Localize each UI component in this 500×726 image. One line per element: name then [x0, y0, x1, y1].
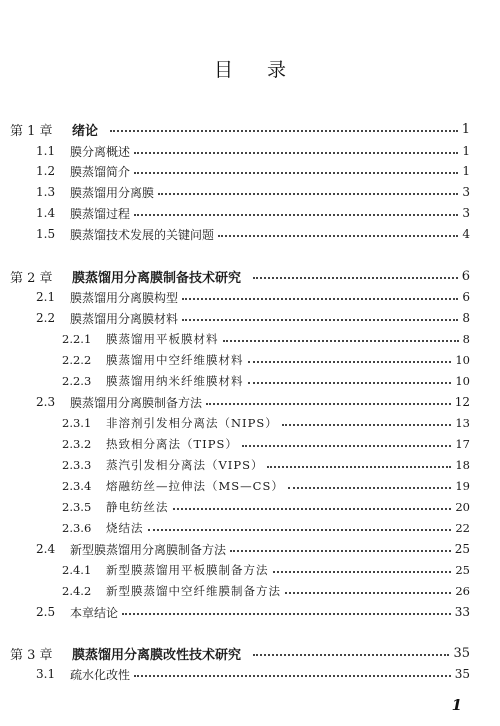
- toc-entry-title: 热致相分离法（TIPS）: [106, 437, 238, 451]
- toc-entry-number: 1.5: [36, 227, 56, 241]
- toc-entry-page: 35: [454, 667, 470, 681]
- toc-subsection-2-4-1[interactable]: [62, 560, 470, 580]
- toc-entry-number: 3.1: [36, 667, 56, 681]
- toc-entry-title: 膜蒸馏用平板膜材料: [106, 332, 219, 346]
- toc-section-3-1[interactable]: [36, 664, 470, 684]
- page-title: 目 录: [213, 59, 301, 81]
- dot-leader: [110, 130, 458, 132]
- dot-leader: [267, 466, 451, 468]
- toc-entry-page: 25: [454, 542, 470, 556]
- dot-leader: [218, 235, 458, 237]
- dot-leader: [248, 361, 452, 363]
- dot-leader: [253, 654, 449, 656]
- toc-entry-title: 蒸汽引发相分离法（VIPS）: [106, 458, 264, 472]
- toc-subsection-2-2-1[interactable]: [62, 329, 470, 349]
- dot-leader: [223, 340, 459, 342]
- toc-entry-number: 2.3.1: [62, 416, 92, 430]
- toc-section-1-3[interactable]: [36, 182, 470, 202]
- toc-entry-page: 8: [462, 311, 470, 325]
- toc-entry-number: 1.2: [36, 164, 56, 178]
- toc-entry-page: 22: [455, 521, 470, 535]
- toc-entry-title: 新型膜蒸馏用分离膜制备方法: [70, 542, 227, 557]
- toc-subsection-2-3-6[interactable]: [62, 518, 470, 538]
- toc-entry-title: 膜蒸馏用纳米纤维膜材料: [106, 374, 244, 388]
- toc-entry-number: 2.4.1: [62, 563, 92, 577]
- dot-leader: [134, 214, 458, 216]
- toc-entry-title: 绪论: [72, 123, 99, 139]
- toc-entry-title: 非溶剂引发相分离法（NIPS）: [106, 416, 278, 430]
- toc-section-1-2[interactable]: [36, 161, 470, 181]
- toc-entry-number: 2.3: [36, 395, 56, 409]
- toc-entry-title: 膜蒸馏过程: [70, 206, 131, 221]
- toc-entry-number: 2.3.2: [62, 437, 92, 451]
- toc-section-1-5[interactable]: [36, 224, 470, 244]
- toc-entry-title: 新型膜蒸馏中空纤维膜制备方法: [106, 584, 281, 598]
- toc-subsection-2-4-2[interactable]: [62, 581, 470, 601]
- toc-entry-page: 6: [462, 290, 470, 304]
- dot-leader: [248, 382, 452, 384]
- toc-entry-title: 膜蒸馏用中空纤维膜材料: [106, 353, 244, 367]
- toc-entry-title: 膜蒸馏用分离膜构型: [70, 290, 179, 305]
- dot-leader: [273, 571, 452, 573]
- toc-entry-page: 25: [455, 563, 470, 577]
- toc-entry-title: 膜蒸馏技术发展的关键问题: [70, 227, 215, 242]
- toc-section-2-1[interactable]: [36, 287, 470, 307]
- toc-entry-page: 12: [454, 395, 470, 409]
- toc-subsection-2-2-2[interactable]: [62, 350, 470, 370]
- dot-leader: [173, 508, 452, 510]
- toc-entry-number: 1.3: [36, 185, 56, 199]
- toc-subsection-2-2-3[interactable]: [62, 371, 470, 391]
- toc-entry-page: 20: [455, 500, 470, 514]
- toc-entry-title: 膜蒸馏用分离膜制备方法: [70, 395, 203, 410]
- toc-chapter-1[interactable]: [10, 119, 470, 139]
- toc-section-1-1[interactable]: [36, 141, 470, 161]
- toc-entry-page: 35: [453, 645, 470, 661]
- toc-entry-page: 1: [462, 144, 470, 158]
- dot-leader: [158, 193, 458, 195]
- toc-entry-number: 2.1: [36, 290, 56, 304]
- toc-entry-page: 6: [461, 268, 470, 284]
- toc-entry-number: 第 2 章: [10, 270, 53, 286]
- toc-entry-page: 10: [455, 374, 470, 388]
- toc-section-2-4[interactable]: [36, 539, 470, 559]
- toc-entry-title: 膜分离概述: [70, 144, 131, 159]
- dot-leader: [230, 550, 451, 552]
- toc-entry-page: 8: [462, 332, 470, 346]
- toc-entry-page: 13: [455, 416, 470, 430]
- toc-entry-number: 2.2.1: [62, 332, 92, 346]
- dot-leader: [182, 298, 458, 300]
- toc-subsection-2-3-5[interactable]: [62, 497, 470, 517]
- dot-leader: [134, 152, 458, 154]
- toc-entry-title: 膜蒸馏用分离膜: [70, 185, 155, 200]
- toc-section-2-5[interactable]: [36, 602, 470, 622]
- dot-leader: [182, 319, 458, 321]
- toc-entry-number: 2.3.3: [62, 458, 92, 472]
- toc-entry-page: 3: [462, 206, 470, 220]
- toc-subsection-2-3-2[interactable]: [62, 434, 470, 454]
- toc-entry-number: 2.4: [36, 542, 56, 556]
- toc-entry-page: 10: [455, 353, 470, 367]
- toc-entry-page: 1: [462, 164, 470, 178]
- dot-leader: [242, 445, 452, 447]
- dot-leader: [282, 424, 452, 426]
- page-number: 1: [451, 696, 462, 714]
- toc-entry-page: 26: [455, 584, 470, 598]
- toc-entry-number: 第 3 章: [10, 647, 53, 663]
- toc-subsection-2-3-1[interactable]: [62, 413, 470, 433]
- toc-entry-number: 2.2.3: [62, 374, 92, 388]
- toc-entry-page: 19: [455, 479, 470, 493]
- toc-entry-number: 1.4: [36, 206, 56, 220]
- toc-entry-title: 疏水化改性: [70, 667, 131, 682]
- toc-section-2-3[interactable]: [36, 392, 470, 412]
- toc-entry-title: 新型膜蒸馏用平板膜制备方法: [106, 563, 269, 577]
- toc-entry-number: 2.5: [36, 605, 56, 619]
- toc-subsection-2-3-3[interactable]: [62, 455, 470, 475]
- toc-entry-page: 3: [462, 185, 470, 199]
- toc-entry-title: 膜蒸馏用分离膜改性技术研究: [72, 647, 242, 663]
- toc-entry-title: 烧结法: [106, 521, 144, 535]
- toc-entry-number: 2.4.2: [62, 584, 92, 598]
- toc-entry-number: 2.2: [36, 311, 56, 325]
- dot-leader: [134, 675, 451, 677]
- toc-entry-page: 33: [454, 605, 470, 619]
- toc-entry-number: 2.3.4: [62, 479, 92, 493]
- toc-entry-number: 2.3.5: [62, 500, 92, 514]
- toc-entry-number: 第 1 章: [10, 123, 53, 139]
- toc-entry-page: 4: [462, 227, 470, 241]
- dot-leader: [134, 172, 458, 174]
- toc-entry-title: 静电纺丝法: [106, 500, 169, 514]
- toc-entry-title: 膜蒸馏用分离膜制备技术研究: [72, 270, 242, 286]
- toc-entry-number: 2.3.6: [62, 521, 92, 535]
- toc-entry-title: 膜蒸馏简介: [70, 164, 131, 179]
- dot-leader: [206, 403, 451, 405]
- toc-entry-page: 1: [461, 121, 470, 137]
- toc-entry-title: 膜蒸馏用分离膜材料: [70, 311, 179, 326]
- dot-leader: [288, 487, 452, 489]
- toc-entry-title: 本章结论: [70, 605, 119, 620]
- dot-leader: [253, 277, 458, 279]
- toc-entry-title: 熔融纺丝—拉伸法（MS—CS）: [106, 479, 284, 493]
- dot-leader: [148, 529, 452, 531]
- dot-leader: [122, 613, 451, 615]
- toc-chapter-3[interactable]: [10, 643, 470, 663]
- toc-chapter-2[interactable]: [10, 266, 470, 286]
- dot-leader: [285, 592, 451, 594]
- toc-entry-number: 2.2.2: [62, 353, 92, 367]
- toc-entry-page: 17: [455, 437, 470, 451]
- toc-section-1-4[interactable]: [36, 203, 470, 223]
- toc-subsection-2-3-4[interactable]: [62, 476, 470, 496]
- toc-entry-number: 1.1: [36, 144, 56, 158]
- toc-entry-page: 18: [455, 458, 470, 472]
- toc-section-2-2[interactable]: [36, 308, 470, 328]
